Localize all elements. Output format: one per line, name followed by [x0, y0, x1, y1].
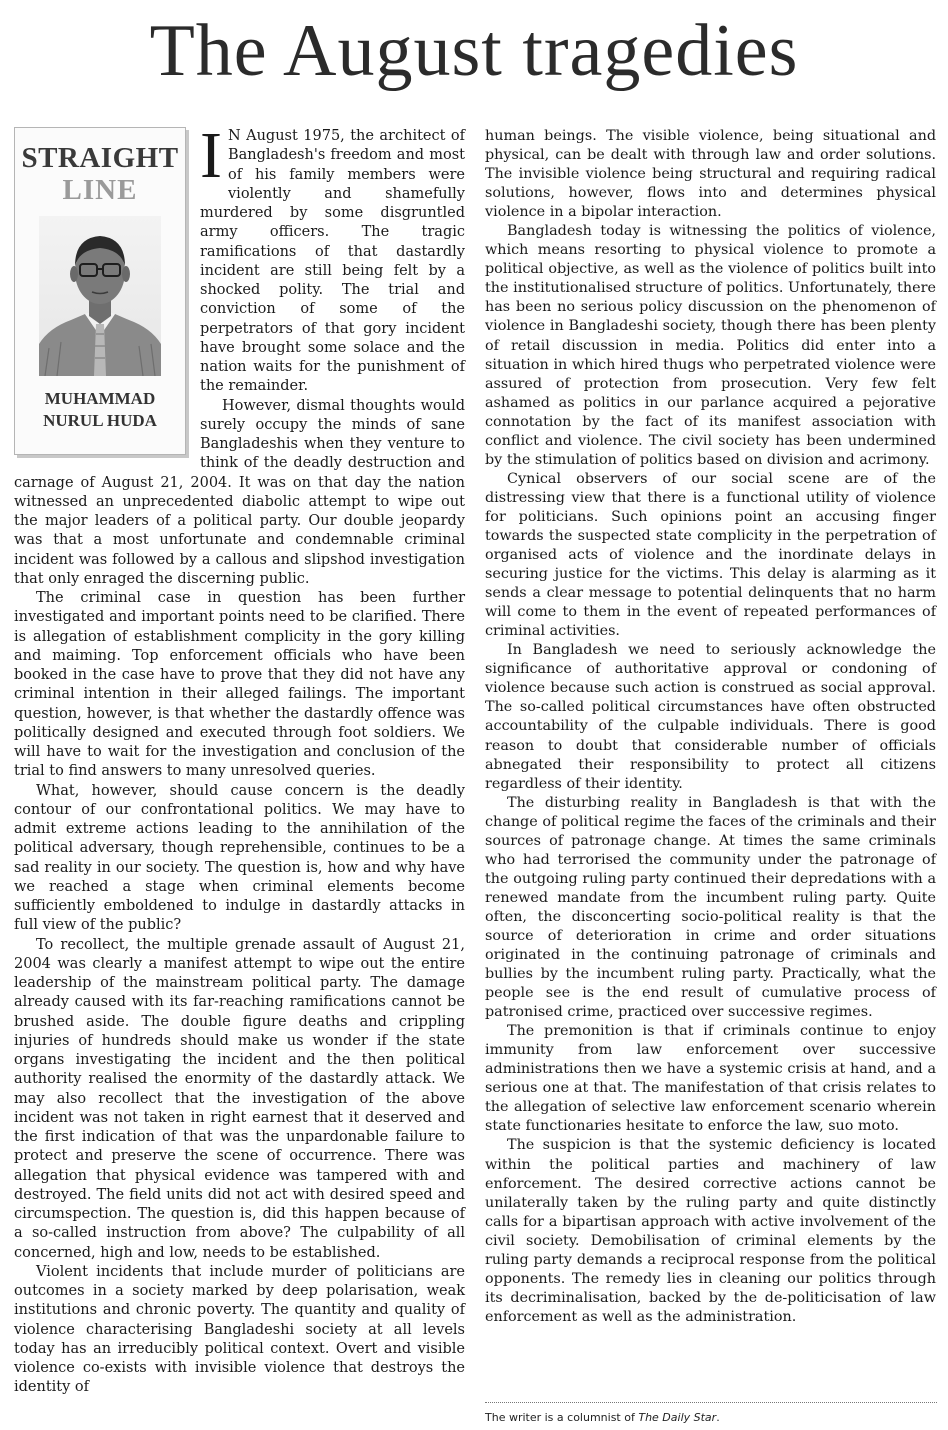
article-paragraph: What, however, should cause concern is the deadly contour of our confrontational politics. We may have to admit extreme actions leading to the annihilation of the political adversary, though reprehensible, continues to be a sad reality in our society. The question is, how and why have we reached a stage when criminal elements become sufficiently emboldened to indulge in dastardly attacks in full view of the public? [14, 782, 465, 934]
article-paragraph: The suspicion is that the systemic deficiency is located within the political parties and machinery of law enforcement. The desired corrective actions cannot be unilaterally taken by the ruling party and quite distinctly calls for a bipartisan approach with active involvement of the civil society. Demobilisation of criminal elements by the ruling party demands a reciprocal response from the political opponents. The remedy lies in cleaning our politics through its decriminalisation, backed by the de-politicisation of law enforcement as well as the administration. [485, 1137, 936, 1325]
author-name [15, 388, 185, 432]
article-paragraph: The criminal case in question has been further investigated and important points need to be clarified. There is allegation of establishment complicity in the gory killing and maiming. Top enforcement officials who have been booked in the case have to prove that they did not have any criminal intention in their alleged failings. The important question, however, is that whether the dastardly offence was politically designed and executed through foot soldiers. We will have to wait for the investigation and conclusion of the trial to find answers to many unresolved queries. [14, 590, 465, 780]
author-name-line-2: NURUL HUDA [43, 411, 157, 430]
first-paragraph-text: N August 1975, the architect of Bangladesh's freedom and most of his family members were violently and shamefully murdered by some disgruntled army officers. The tragic ramifications of that dastardly incident are still being felt by a shocked polity. The trial and conviction of some of the perpetrators of that gory incident have brought some solace and the nation waits for the punishment of the remainder. [200, 128, 465, 395]
column-kicker-line-1: STRAIGHT [21, 142, 179, 174]
column-sidebox [14, 127, 186, 455]
article-column-1 [14, 119, 465, 1398]
column-kicker-line-2: LINE [62, 174, 138, 206]
article-paragraph: However, dismal thoughts would surely occupy the minds of sane Bangladeshis when they venture to think of the deadly destruction and carnage of August 21, 2004. It was on that day the nation witnessed an unprecedented diabolic attempt to wipe out the major leaders of a political party. Our double jeopardy was that a most unfortunate and condemnable criminal incident was followed by a callous and slipshod investigation that only enraged the discerning public. [14, 397, 465, 587]
article-paragraph: The premonition is that if criminals continue to enjoy immunity from law enforcement over successive administrations then we have a systemic crisis at hand, and a serious one at that. The manifestation of that crisis relates to the allegation of selective law enforcement scenario wherein state functionaries hesitate to enforce the law, suo moto. [485, 1023, 936, 1135]
article-paragraph: Cynical observers of our social scene are of the distressing view that there is a functional utility of violence for politicians. Such opinions point an accusing finger towards the suspected state complicity in the perpetration of organised acts of violence and the inordinate delays in securing justice for the victims. This delay is alarming as it sends a clear message to potential delinquents that no harm will come to them in the event of repeated performances of criminal activities. [485, 470, 936, 640]
drop-cap: I [200, 119, 222, 192]
author-note-suffix: . [716, 1411, 720, 1424]
article-paragraph: To recollect, the multiple grenade assault of August 21, 2004 was clearly a manifest attempt to wipe out the entire leadership of the mainstream political party. The damage already caused with its far-reaching ramifications cannot be brushed aside. The double figure deaths and crippling injuries of hundreds should make us wonder if the state organs investigating the incident and the then political authority realised the enormity of the dastardly attack. We may also recollect that the investigation of the above incident was not taken in right earnest that it deserved and the first indication of that was the unpardonable failure to protect and preserve the scene of occurrence. There was allegation that physical evidence was tampered with and destroyed. The field units did not act with desired speed and circumspection. The question is, did this happen because of a so-called instruction from above? The culpability of all concerned, high and low, needs to be established. [14, 936, 465, 1261]
article-column-2 [485, 127, 936, 1327]
publication-name: The Daily Star [638, 1411, 717, 1424]
footer-divider [485, 1402, 937, 1403]
author-note [485, 1411, 937, 1425]
article-paragraph: Violent incidents that include murder of politicians are outcomes in a society marked by deep polarisation, weak institutions and chronic poverty. The quantity and quality of violence characterising Bangladeshi society at all levels today has an irreducibly political context. Overt and visible violence co-exists with invisible violence that destroys the identity of [14, 1263, 465, 1396]
author-portrait-icon [39, 216, 161, 376]
article-paragraph: In Bangladesh we need to seriously acknowledge the significance of authoritative approval or condoning of violence because such action is construed as social approval. The so-called political circumstances have often obstructed accountability of the culpable individuals. There is good reason to doubt that considerable number of officials abnegated their responsibility to protect all citizens regardless of their identity. [485, 642, 936, 792]
author-note-prefix: The writer is a columnist of [485, 1411, 639, 1424]
author-photo [39, 216, 161, 376]
article-paragraph: Bangladesh today is witnessing the politics of violence, which means resorting to physical violence to promote a political objective, as well as the violence of politics built into the institutionalised structure of politics. Unfortunately, there has been no serious policy discussion on the phenomenon of violence in Bangladeshi society, though there has been plenty of retail discussion in media. Politics did enter into a situation in which hired thugs who perpetrated violence were assured of protection from prosecution. Very few felt ashamed as politics in our parlance acquired a pejorative connotation by the fact of its manifest association with conflict and violence. The civil society has been undermined by the stimulation of politics based on division and acrimony. [485, 223, 936, 468]
author-name-line-1: MUHAMMAD [44, 389, 156, 408]
article-paragraph: human beings. The visible violence, being situational and physical, can be dealt with through law and order solutions. The invisible violence being structural and requiring radical solutions, however, flows into and determines physical violence in a bipolar interaction. [485, 128, 936, 221]
headline: The August tragedies [149, 10, 799, 92]
article-paragraph: The disturbing reality in Bangladesh is that with the change of political regime the faces of the criminals and their sources of patronage change. At times the same criminals who had terrorised the community under the patronage of the outgoing ruling party continued their depredations with a renewed mandate from the incumbent ruling party. Quite often, the disconcerting socio-political reality is that the source of deterioration in crime and order situations originated in the continuing patronage of criminals and bullies by the incumbent ruling party. Practically, what the people see is the end result of cumulative process of patronised crime, practiced over successive regimes. [485, 794, 936, 1021]
